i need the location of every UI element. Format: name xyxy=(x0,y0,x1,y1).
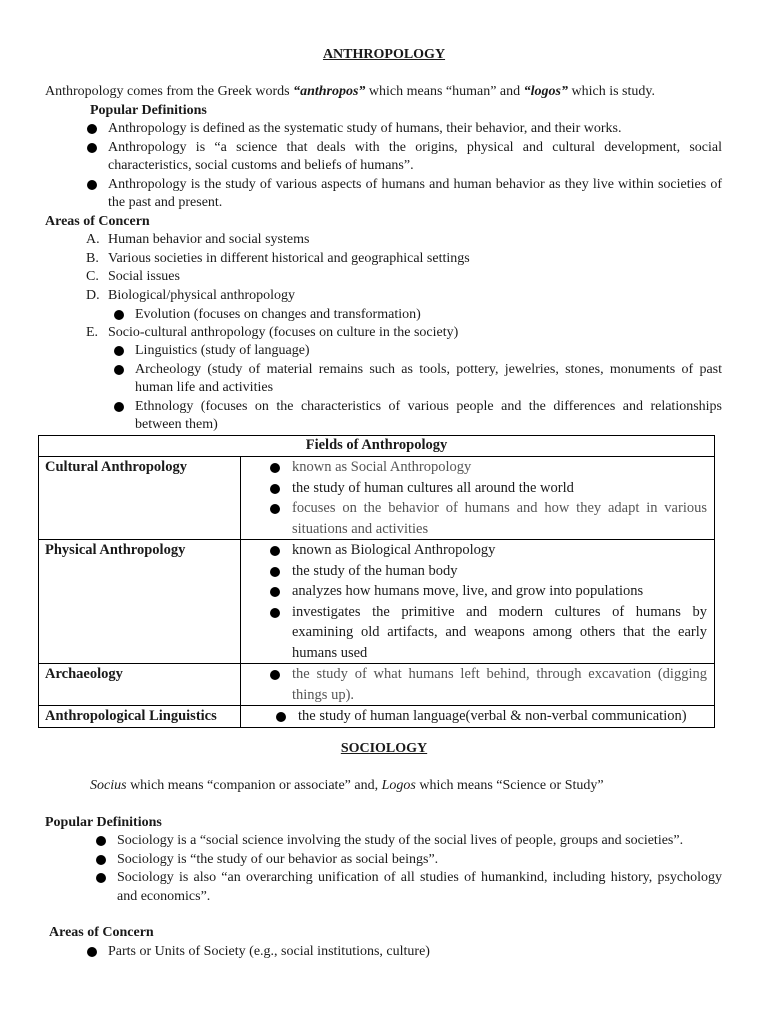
list-item: Ethnology (focuses on the characteristics of various people and the differences and relationships between them) xyxy=(135,398,722,435)
bullet-icon xyxy=(270,567,280,577)
list-item: Anthropology is defined as the systematic study of humans, their behavior, and their works. xyxy=(108,120,722,139)
list-item: B. Various societies in different historical and geographical settings xyxy=(86,250,470,266)
field-description xyxy=(241,457,715,540)
list-item: investigates the primitive and modern cultures of humans by examining old artifacts, and weapons among others that the early humans used xyxy=(292,602,707,664)
list-item: the study of human language(verbal & non-verbal communication) xyxy=(298,706,707,727)
bullet-icon xyxy=(87,180,97,190)
sociology-definitions-list xyxy=(117,832,722,906)
field-name: Cultural Anthropology xyxy=(39,457,241,540)
bullet-icon xyxy=(87,143,97,153)
list-item: known as Social Anthropology xyxy=(292,457,707,478)
table-row xyxy=(39,457,715,540)
bullet-icon xyxy=(270,670,280,680)
field-name: Anthropological Linguistics xyxy=(39,706,241,728)
term-logos: Logos xyxy=(381,778,416,793)
anthropology-areas-list-cont xyxy=(86,324,722,343)
list-item: the study of the human body xyxy=(292,561,707,582)
anthropology-areas-list xyxy=(86,231,722,305)
list-item: Anthropology is the study of various aspects of humans and human behavior as they live within societies of the past and present. xyxy=(108,176,722,213)
sociology-areas-list xyxy=(108,943,722,962)
list-item: Sociology is also “an overarching unification of all studies of humankind, including history, psychology and economics”. xyxy=(117,869,722,906)
bullet-icon xyxy=(270,463,280,473)
field-description xyxy=(241,664,715,706)
list-item: the study of human cultures all around the world xyxy=(292,478,707,499)
bullet-icon xyxy=(114,402,124,412)
sociology-popular-heading: Popular Definitions xyxy=(45,815,162,830)
list-item: the study of what humans left behind, through excavation (digging things up). xyxy=(292,664,707,705)
list-item: Sociology is a “social science involving the study of the social lives of people, groups and societies”. xyxy=(117,832,722,851)
fields-of-anthropology-table xyxy=(38,435,715,728)
bullet-icon xyxy=(270,484,280,494)
list-item: C. Social issues xyxy=(86,269,180,285)
sociology-title: SOCIOLOGY xyxy=(340,741,428,756)
list-item: Anthropology is “a science that deals with the origins, physical and cultural development, social characteristics, social customs and beliefs of humans”. xyxy=(108,139,722,176)
term-anthropos: “anthropos” xyxy=(293,84,366,99)
table-header-row xyxy=(39,436,715,457)
field-description xyxy=(241,706,715,728)
bullet-icon xyxy=(114,310,124,320)
list-item: D. Biological/physical anthropology xyxy=(86,287,296,303)
bullet-icon xyxy=(270,587,280,597)
bullet-icon xyxy=(270,608,280,618)
field-name: Physical Anthropology xyxy=(39,540,241,664)
bullet-icon xyxy=(276,712,286,722)
term-logos: “logos” xyxy=(523,84,568,99)
anthropology-definitions-list xyxy=(108,120,722,213)
list-item: analyzes how humans move, live, and grow into populations xyxy=(292,581,707,602)
list-item: known as Biological Anthropology xyxy=(292,540,707,561)
sociology-areas-heading: Areas of Concern xyxy=(49,925,154,940)
list-item: Linguistics (study of language) xyxy=(135,342,722,361)
bullet-icon xyxy=(114,346,124,356)
table-row xyxy=(39,540,715,664)
bullet-icon xyxy=(270,546,280,556)
list-item: A. Human behavior and social systems xyxy=(86,232,310,247)
bullet-icon xyxy=(87,124,97,134)
list-item: Archeology (study of material remains such as tools, pottery, jewelries, stones, monuments of past human life and activities xyxy=(135,361,722,398)
list-item: Parts or Units of Society (e.g., social institutions, culture) xyxy=(108,943,722,962)
field-description xyxy=(241,540,715,664)
anthropology-title: ANTHROPOLOGY xyxy=(322,47,446,62)
term-socius: Socius xyxy=(90,778,127,793)
bullet-icon xyxy=(87,947,97,957)
bullet-icon xyxy=(96,855,106,865)
bullet-icon xyxy=(96,873,106,883)
list-item: E. Socio-cultural anthropology (focuses on culture in the society) xyxy=(86,325,459,340)
socio-cultural-sublist xyxy=(135,342,722,435)
bullet-icon xyxy=(114,365,124,375)
table-row xyxy=(39,664,715,706)
table-row xyxy=(39,706,715,728)
anthropology-areas-heading: Areas of Concern xyxy=(45,214,150,229)
list-item: Sociology is “the study of our behavior as social beings”. xyxy=(117,851,722,870)
field-name: Archaeology xyxy=(39,664,241,706)
bullet-icon xyxy=(96,836,106,846)
biological-sublist xyxy=(135,306,722,325)
anthropology-popular-heading: Popular Definitions xyxy=(90,103,207,118)
list-item: Evolution (focuses on changes and transformation) xyxy=(135,306,722,325)
bullet-icon xyxy=(270,504,280,514)
anthropology-intro: Anthropology comes from the Greek words “anthropos” which means “human” and “logos” which is study. xyxy=(45,84,655,99)
sociology-intro: Socius which means “companion or associate” and, Logos which means “Science or Study” xyxy=(90,778,604,793)
table-heading: Fields of Anthropology xyxy=(39,436,715,457)
list-item: focuses on the behavior of humans and how they adapt in various situations and activities xyxy=(292,498,707,539)
